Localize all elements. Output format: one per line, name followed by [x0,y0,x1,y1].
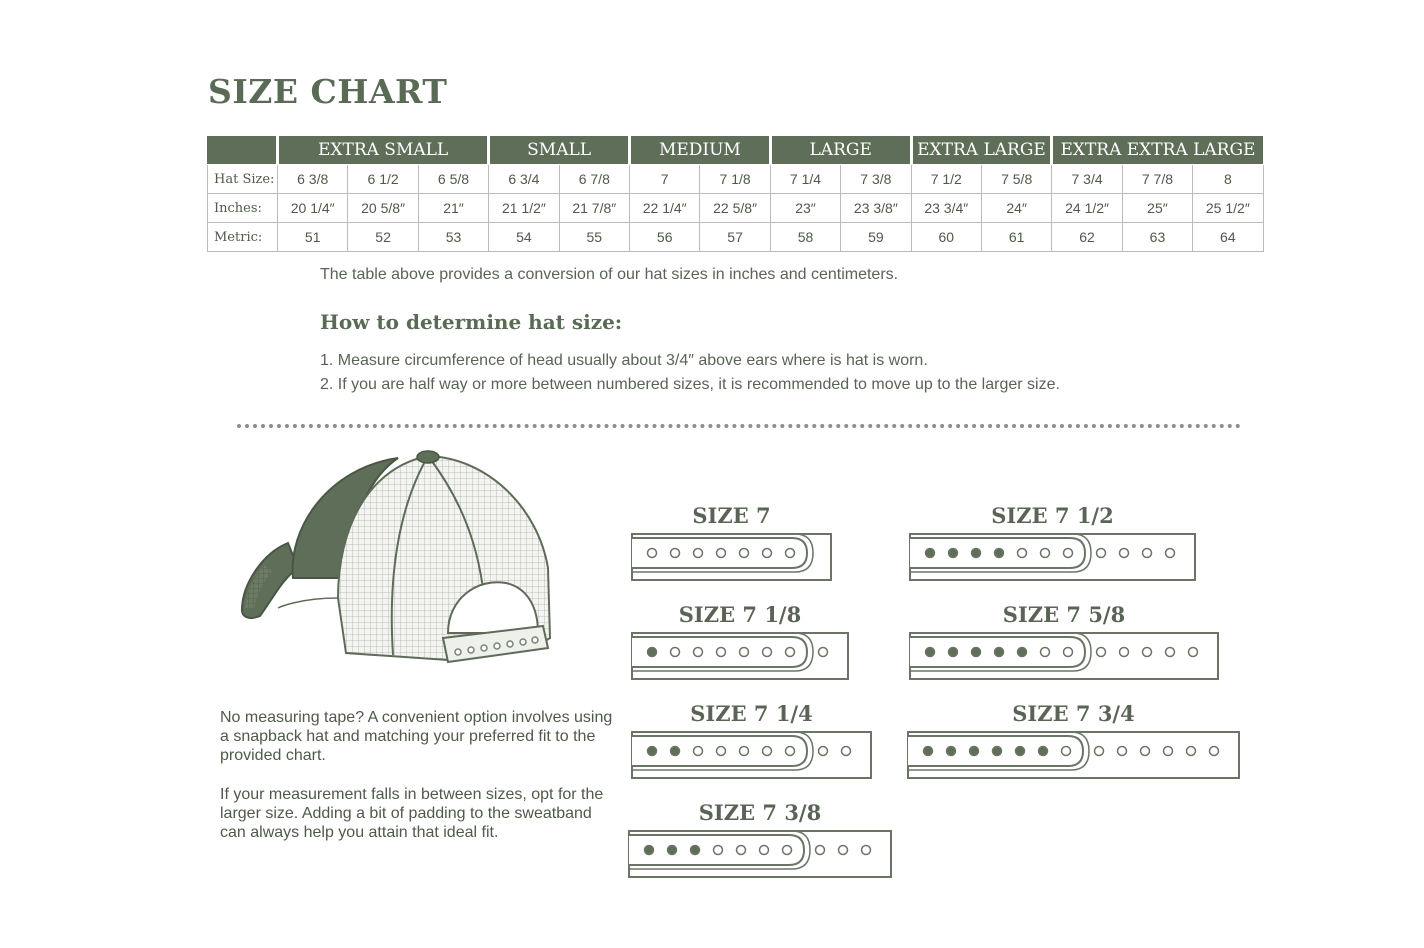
strap-hole-filled [949,549,958,558]
table-cell: 51 [278,223,348,252]
howto-step: 1. Measure circumference of head usually about 3/4″ above ears where is hat is worn. [320,352,928,369]
row-label: Inches: [208,194,278,223]
table-cell: 22 5/8″ [700,194,770,223]
strap-hole [1018,549,1027,558]
strap-hole-filled [926,549,935,558]
strap-hole [786,648,795,657]
table-cell: 6 7/8 [559,165,629,194]
table-cell: 25″ [1122,194,1192,223]
strap-hole [1189,648,1198,657]
snapback-strap [908,503,1197,587]
strap-hole-filled [648,747,657,756]
strap-hole [1141,747,1150,756]
strap-hole [842,747,851,756]
strap-hole [783,846,792,855]
table-cell: 61 [981,223,1051,252]
strap-hole [671,549,680,558]
strap-hole [648,549,657,558]
strap-hole [1097,648,1106,657]
strap-hole-filled [995,549,1004,558]
strap-icon [630,730,873,780]
group-extra-small: EXTRA SMALL [278,136,489,165]
snapback-strap [908,602,1220,686]
strap-hole [1143,549,1152,558]
group-small: SMALL [489,136,630,165]
strap-hole [1118,747,1127,756]
strap-hole [819,747,828,756]
strap-hole [737,846,746,855]
strap-hole [1166,648,1175,657]
strap-hole-filled [947,747,956,756]
strap-hole [819,648,828,657]
snapback-strap [906,701,1241,785]
strap-hole-filled [668,846,677,855]
strap-hole [1120,549,1129,558]
table-cell: 7 1/4 [770,165,840,194]
table-cell: 22 1/4″ [630,194,700,223]
table-cell: 23 3/4″ [911,194,981,223]
strap-hole [1143,648,1152,657]
strap-hole-filled [1018,648,1027,657]
strap-icon [627,829,893,879]
strap-hole [763,747,772,756]
table-cell: 21 1/2″ [489,194,559,223]
strap-hole-filled [970,747,979,756]
strap-hole-filled [1039,747,1048,756]
howto-step: 2. If you are half way or more between numbered sizes, it is recommended to move up to the larger size. [320,376,1060,393]
strap-hole [760,846,769,855]
dotted-divider [237,424,1241,428]
table-cell: 24 1/2″ [1052,194,1122,223]
strap-size-label: SIZE 7 1/4 [690,701,813,726]
table-cell: 24″ [981,194,1051,223]
group-medium: MEDIUM [630,136,771,165]
strap-hole-filled [972,549,981,558]
strap-hole [1120,648,1129,657]
table-cell: 52 [348,223,418,252]
table-cell: 7 3/8 [841,165,911,194]
strap-size-label: SIZE 7 5/8 [1002,602,1126,627]
strap-icon [906,730,1241,780]
strap-hole [763,549,772,558]
strap-hole [694,648,703,657]
size-table [207,135,1264,252]
table-cell: 23 3/8″ [841,194,911,223]
row-label: Metric: [208,223,278,252]
tip-paragraph: No measuring tape? A convenient option involves using a snapback hat and matching your preferred fit to the provided chart. [220,709,613,764]
strap-hole-filled [924,747,933,756]
table-cell: 7 1/8 [700,165,770,194]
strap-size-label: SIZE 7 [692,503,771,528]
table-cell: 8 [1193,165,1263,194]
table-cell: 23″ [770,194,840,223]
strap-hole [717,648,726,657]
strap-hole [1064,648,1073,657]
strap-hole [1210,747,1219,756]
strap-hole [1041,549,1050,558]
snapback-strap [630,503,833,587]
table-cell: 21″ [418,194,488,223]
strap-hole [1187,747,1196,756]
row-inches [208,194,1264,223]
group-extra-extra-large: EXTRA EXTRA LARGE [1052,136,1263,165]
table-cell: 59 [841,223,911,252]
row-metric [208,223,1264,252]
strap-hole [717,747,726,756]
row-hat-size [208,165,1264,194]
table-cell: 25 1/2″ [1193,194,1263,223]
strap-hole [740,747,749,756]
strap-hole-filled [926,648,935,657]
howto-steps [320,349,1060,397]
table-cell: 6 3/8 [278,165,348,194]
header-blank-cell [208,136,278,165]
strap-hole-filled [671,747,680,756]
tip-paragraph: If your measurement falls in between sizes, opt for the larger size. Adding a bit of padding to the sweatband can always help you attain that ideal fit. [220,786,604,841]
strap-size-label: SIZE 7 3/8 [698,800,822,825]
strap-hole [763,648,772,657]
strap-hole [717,549,726,558]
strap-hole [862,846,871,855]
strap-hole [1095,747,1104,756]
table-cell: 62 [1052,223,1122,252]
strap-hole-filled [1016,747,1025,756]
table-cell: 6 1/2 [348,165,418,194]
table-cell: 7 3/4 [1052,165,1122,194]
table-cell: 7 [630,165,700,194]
table-note: The table above provides a conversion of our hat sizes in inches and centimeters. [320,266,899,283]
strap-hole-filled [995,648,1004,657]
table-cell: 21 7/8″ [559,194,629,223]
strap-hole-filled [993,747,1002,756]
table-cell: 20 5/8″ [348,194,418,223]
strap-icon [908,631,1220,681]
strap-hole [1097,549,1106,558]
table-cell: 64 [1193,223,1263,252]
table-cell: 55 [559,223,629,252]
page-title: SIZE CHART [208,72,448,111]
table-cell: 60 [911,223,981,252]
strap-hole [740,549,749,558]
table-cell: 56 [630,223,700,252]
howto-heading: How to determine hat size: [320,310,623,334]
table-cell: 20 1/4″ [278,194,348,223]
table-cell: 6 5/8 [418,165,488,194]
table-cell: 7 1/2 [911,165,981,194]
table-cell: 7 7/8 [1122,165,1192,194]
strap-hole [786,549,795,558]
snapback-strap [630,701,873,785]
snapback-strap [627,800,893,884]
strap-icon [630,532,833,582]
strap-hole [1166,549,1175,558]
strap-size-label: SIZE 7 3/4 [1012,701,1135,726]
strap-hole-filled [972,648,981,657]
size-group-header-row [208,136,1264,165]
table-cell: 53 [418,223,488,252]
table-cell: 57 [700,223,770,252]
strap-hole [694,747,703,756]
group-large: LARGE [770,136,911,165]
strap-hole-filled [691,846,700,855]
group-extra-large: EXTRA LARGE [911,136,1052,165]
strap-hole-filled [645,846,654,855]
strap-hole [1164,747,1173,756]
table-cell: 58 [770,223,840,252]
strap-hole [714,846,723,855]
table-cell: 63 [1122,223,1192,252]
strap-hole [1041,648,1050,657]
table-cell: 6 3/4 [489,165,559,194]
strap-hole [816,846,825,855]
strap-hole [740,648,749,657]
table-cell: 54 [489,223,559,252]
strap-hole [1062,747,1071,756]
strap-size-label: SIZE 7 1/8 [678,602,802,627]
strap-hole [694,549,703,558]
strap-icon [908,532,1197,582]
strap-hole-filled [648,648,657,657]
strap-hole-filled [949,648,958,657]
strap-hole [671,648,680,657]
strap-hole [839,846,848,855]
table-cell: 7 5/8 [981,165,1051,194]
trucker-cap-icon [238,448,558,678]
snapback-strap [630,602,850,686]
strap-hole [1064,549,1073,558]
strap-size-label: SIZE 7 1/2 [991,503,1114,528]
strap-icon [630,631,850,681]
strap-hole [786,747,795,756]
row-label: Hat Size: [208,165,278,194]
